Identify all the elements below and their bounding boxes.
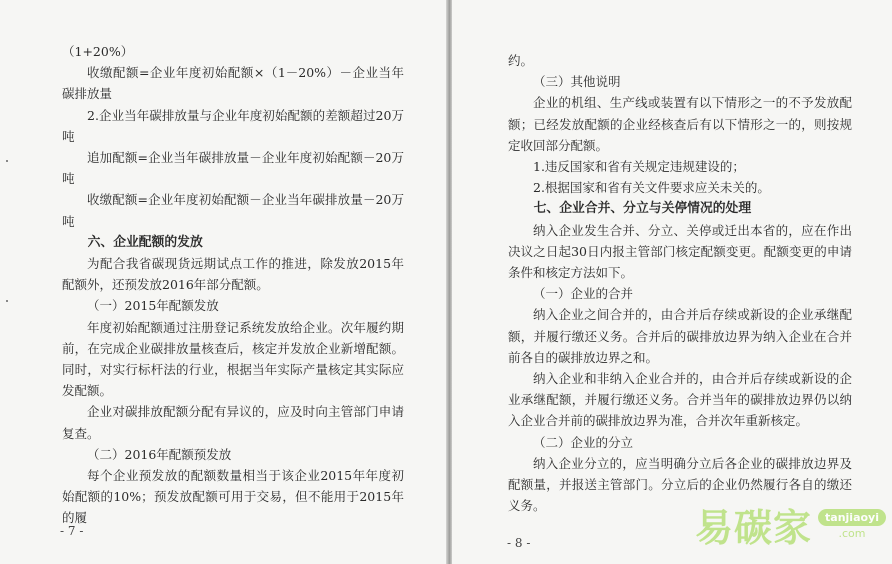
paragraph: （1+20%） [62, 44, 134, 59]
paragraph: 企业对碳排放配额分配有异议的，应及时向主管部门申请复查。 [62, 404, 404, 441]
subsection-heading: （二）2016年配额预发放 [87, 446, 232, 462]
paragraph: 2.根据国家和省有关文件要求应关未关的。 [533, 180, 770, 196]
site-watermark [695, 497, 886, 552]
watermark-logo-text: 易碳家 [695, 506, 813, 550]
right-page-number: - 8 - [507, 536, 531, 550]
left-page-text [62, 41, 404, 529]
paragraph: 纳入企业发生合并、分立、关停或迁出本省的，应在作出决议之日起30日内报主管部门核定配额变更。配额变更的申请条件和核定方法如下。 [508, 222, 852, 281]
left-page-number: - 7 - [60, 524, 84, 538]
right-page-text [508, 50, 852, 516]
watermark-site-name: tanjiaoyi [818, 509, 886, 526]
section-heading: 七、企业合并、分立与关停情况的处理 [533, 201, 752, 217]
paragraph: 企业的机组、生产线或装置有以下情形之一的不予发放配额；已经发放配额的企业经核查后有以下情形之一的，则按规定收回部分配额。 [508, 95, 852, 153]
subsection-heading: （一）企业的合并 [533, 286, 634, 302]
subsection-heading: （一）2015年配额发放 [87, 298, 219, 314]
paragraph: 纳入企业分立的，应当明确分立后各企业的碳排放边界及配额量，并报送主管部门。分立后的企业仍然履行各自的缴还义务。 [508, 455, 852, 514]
subsection-heading: （二）企业的分立 [533, 434, 634, 450]
paragraph: 年度初始配额通过注册登记系统发放给企业。次年履约期前，在完成企业碳排放量核查后，核定并发放企业新增配额。同时，对实行标杆法的行业，根据当年实际产量核定其实际应发配额。 [62, 319, 404, 399]
paragraph: 追加配额=企业当年碳排放量－企业年度初始配额－20万吨 [62, 150, 404, 187]
subsection-heading: （三）其他说明 [533, 74, 621, 90]
section-heading: 六、企业配额的发放 [87, 234, 203, 250]
paragraph: 约。 [508, 53, 534, 68]
paragraph: 纳入企业之间合并的，由合并后存续或新设的企业承继配额，并履行缴还义务。合并后的碳排放边界为纳入企业在合并前各自的碳排放边界之和。 [508, 307, 852, 365]
paragraph: 1.违反国家和省有关规定违规建设的； [533, 159, 745, 175]
paragraph: 收缴配额=企业年度初始配额－企业当年碳排放量－20万吨 [62, 192, 404, 229]
paragraph: 为配合我省碳现货远期试点工作的推进，除发放2015年配额外，还预发放2016年部分配额。 [62, 256, 404, 293]
paragraph: 每个企业预发放的配额数量相当于该企业2015年年度初始配额的10%；预发放配额可用于交易，但不能用于2015年的履 [62, 468, 404, 526]
scan-speck [6, 160, 8, 162]
paragraph: 2.企业当年碳排放量与企业年度初始配额的差额超过20万吨 [62, 107, 404, 144]
paragraph: 纳入企业和非纳入企业合并的，由合并后存续或新设的企业承继配额，并履行缴还义务。合并当年的碳排放边界仍以纳入企业合并前的碳排放边界为准，合并次年重新核定。 [508, 371, 852, 429]
scan-speck [6, 300, 8, 302]
right-page [452, 0, 892, 564]
paragraph: 收缴配额=企业年度初始配额×（1－20%）－企业当年碳排放量 [62, 65, 404, 102]
watermark-domain: .com [838, 527, 866, 540]
watermark-site [818, 509, 886, 540]
